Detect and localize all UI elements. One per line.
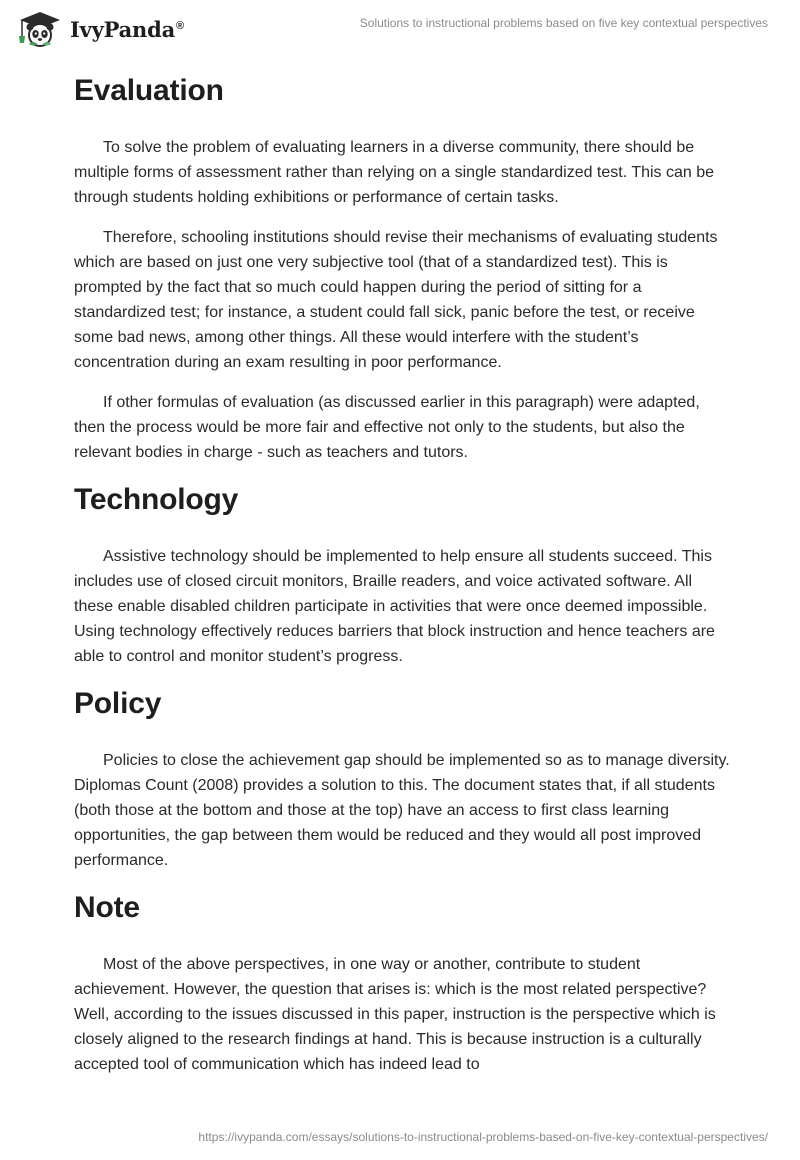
section-technology <box>74 477 734 669</box>
section-heading: Evaluation <box>74 74 224 107</box>
section-heading: Technology <box>74 483 239 516</box>
brand-name: IvyPanda® <box>70 16 184 42</box>
essay-content <box>74 68 734 1077</box>
section-note <box>74 885 734 1077</box>
paragraph: If other formulas of evaluation (as discussed earlier in this paragraph) were adapted, then the process would be more fair and effective not only to the students, but also the relevant bodies in charge - such as teachers and tutors. <box>74 394 700 461</box>
source-url-link[interactable]: https://ivypanda.com/essays/solutions-to-instructional-problems-based-on-five-key-contextual-perspectives/ <box>198 1130 768 1144</box>
panda-graduate-icon <box>16 10 64 48</box>
paragraph: To solve the problem of evaluating learners in a diverse community, there should be multiple forms of assessment rather than relying on a single standardized test. This can be through students holding exhibitions or performance of certain tasks. <box>74 139 715 206</box>
paragraph: Policies to close the achievement gap should be implemented so as to manage diversity. Diplomas Count (2008) provides a solution to this. The document states that, if all students (both those at the bottom and those at the top) have an access to first class learning opportunities, the gap between them would be reduced and they would all post improved performance. <box>74 752 730 869</box>
section-policy <box>74 681 734 873</box>
paragraph: Most of the above perspectives, in one way or another, contribute to student achievement. However, the question that arises is: which is the most related perspective? Well, according to the issues discussed in this paper, instruction is the perspective which is closely aligned to the research findings at hand. This is because instruction is a culturally accepted tool of communication which has indeed lead to <box>74 956 716 1073</box>
section-heading: Note <box>74 891 140 924</box>
ivypanda-logo[interactable] <box>16 10 184 48</box>
page-header <box>0 0 800 60</box>
registered-mark: ® <box>176 19 184 32</box>
section-heading: Policy <box>74 687 162 720</box>
section-evaluation <box>74 68 734 465</box>
paragraph: Assistive technology should be implemented to help ensure all students succeed. This includes use of closed circuit monitors, Braille readers, and voice activated software. All these enable disabled children participate in activities that were once deemed impossible. Using technology effectively reduces barriers that block instruction and hence teachers are able to control and monitor student’s progress. <box>74 548 715 665</box>
paragraph: Therefore, schooling institutions should revise their mechanisms of evaluating students which are based on just one very subjective tool (that of a standardized test). This is prompted by the fact that so much could happen during the period of sitting for a standardized test; for instance, a student could fall sick, panic before the test, or receive some bad news, among other things. All these would interfere with the student’s concentration during an exam resulting in poor performance. <box>74 229 718 371</box>
document-title: Solutions to instructional problems based on five key contextual perspectives <box>359 16 768 30</box>
